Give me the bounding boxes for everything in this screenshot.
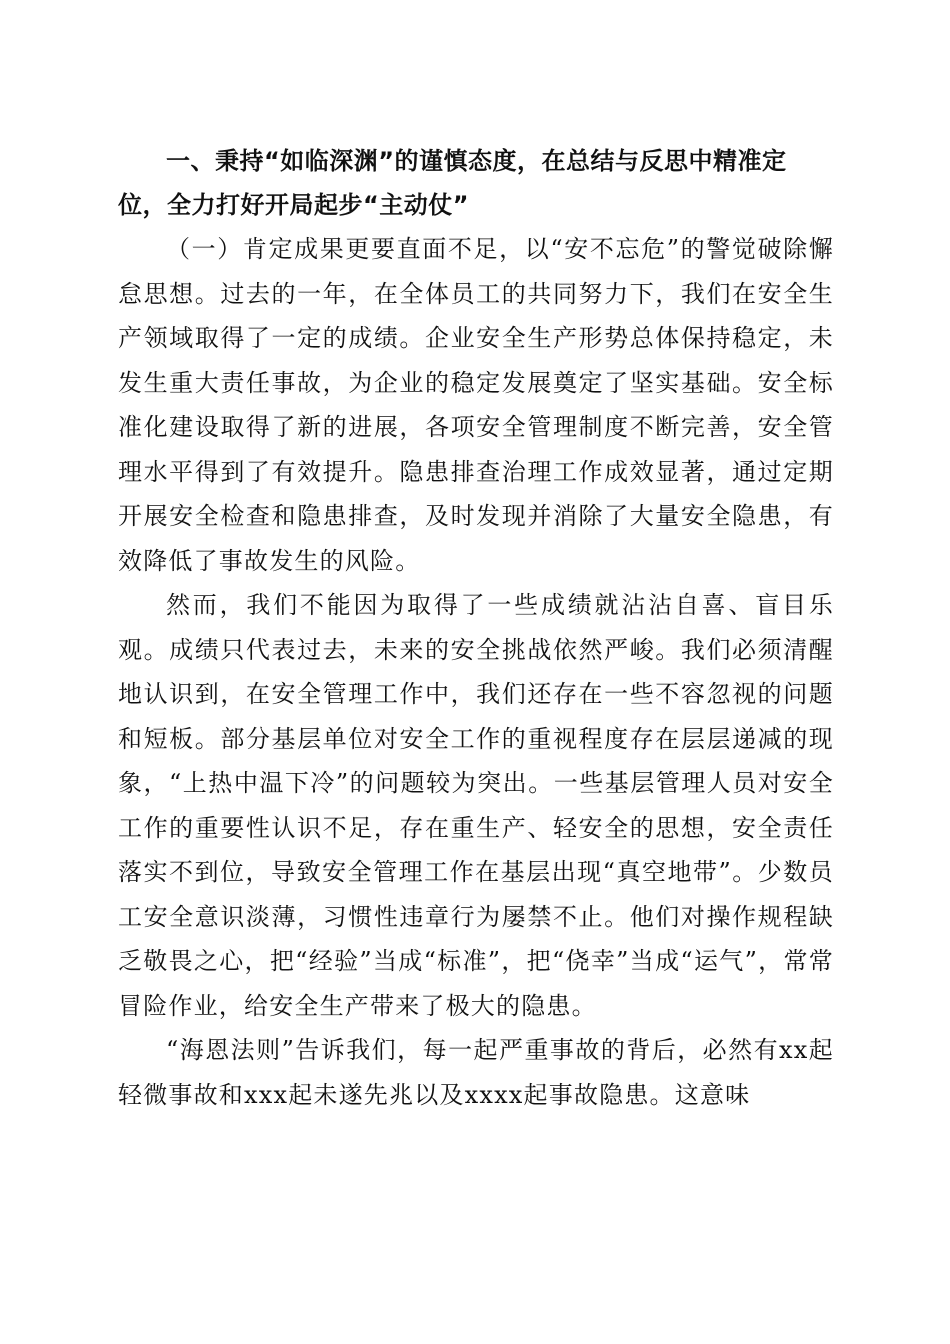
paragraph-1 bbox=[118, 227, 834, 583]
subsection-title: （一）肯定成果更要直面不足，以“安不忘危”的警觉破除懈怠思想。 bbox=[118, 235, 834, 308]
document-body bbox=[118, 139, 834, 1117]
paragraph-2 bbox=[118, 583, 834, 1028]
paragraph-2-text: 然而，我们不能因为取得了一些成绩就沾沾自喜、盲目乐观。成绩只代表过去，未来的安全挑战依然严峻。我们必须清醒地认识到，在安全管理工作中，我们还存在一些不容忽视的问题和短板。部分基层单位对安全工作的重视程度存在层层递减的现象，“上热中温下冷”的问题较为突出。一些基层管理人员对安全工作的重要性认识不足，存在重生产、轻安全的思想，安全责任落实不到位，导致安全管理工作在基层出现“真空地带”。少数员工安全意识淡薄，习惯性违章行为屡禁不止。他们对操作规程缺乏敬畏之心，把“经验”当成“标准”，把“侥幸”当成“运气”，常常冒险作业，给安全生产带来了极大的隐患。 bbox=[118, 591, 834, 1020]
paragraph-1-text: 过去的一年，在全体员工的共同努力下，我们在安全生产领域取得了一定的成绩。企业安全生产形势总体保持稳定，未发生重大责任事故，为企业的稳定发展奠定了坚实基础。安全标准化建设取得了新的进展，各项安全管理制度不断完善，安全管理水平得到了有效提升。隐患排查治理工作成效显著，通过定期开展安全检查和隐患排查，及时发现并消除了大量安全隐患，有效降低了事故发生的风险。 bbox=[118, 279, 834, 575]
paragraph-3 bbox=[118, 1028, 834, 1117]
section-heading-text: 一、秉持“如临深渊”的谨慎态度，在总结与反思中精准定位，全力打好开局起步“主动仗” bbox=[118, 147, 787, 219]
paragraph-3-text: “海恩法则”告诉我们，每一起严重事故的背后，必然有xx起轻微事故和xxx起未遂先兆以及xxxx起事故隐患。这意味 bbox=[118, 1036, 834, 1109]
section-heading bbox=[118, 139, 834, 227]
